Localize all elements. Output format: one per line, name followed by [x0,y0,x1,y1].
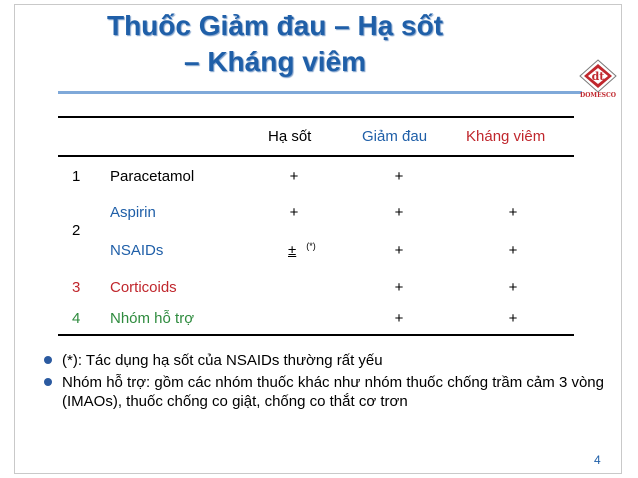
logo-mark-icon [574,56,622,96]
title-line-1: Thuốc Giảm đau – Hạ sốt [106,10,444,41]
table-bottom-rule [58,334,574,336]
row-3-number: 3 [72,279,81,296]
slide-title [60,8,490,80]
row-2-giam-dau: + [394,204,404,221]
row-3-khang-viem: + [508,279,518,296]
row-4-number: 4 [72,310,81,327]
title-underline [58,91,582,94]
row-3-name: Corticoids [110,279,177,296]
row-nsaids-khang-viem: + [508,242,518,259]
row-3-giam-dau: + [394,279,404,296]
row-1-name: Paracetamol [110,168,195,185]
row-4-khang-viem: + [508,310,518,327]
table-header-rule [58,155,574,157]
domesco-logo-icon [574,56,622,102]
logo-text: DOMESCO [580,92,616,99]
header-khang-viem: Kháng viêm [466,128,546,145]
row-1-giam-dau: + [394,168,404,185]
table-top-rule [58,116,574,118]
note-text: (*): Tác dụng hạ sốt của NSAIDs thường rất yếu [62,352,383,369]
page-number: 4 [594,453,601,467]
notes-list [44,351,604,414]
row-4-name: Nhóm hỗ trợ [110,310,195,327]
note-item [44,373,604,411]
bullet-dot-icon [44,378,52,386]
header-giam-dau: Giảm đau [362,128,428,145]
row-nsaids-name: NSAIDs [110,242,164,259]
row-1-ha-sot: + [289,168,299,185]
svg-text:dt: dt [591,70,605,83]
row-2-name: Aspirin [110,204,156,221]
row-nsaids-footnote-mark: (*) [306,241,316,251]
bullet-dot-icon [44,356,52,364]
note-text: Nhóm hỗ trợ: gồm các nhóm thuốc khác như nhóm thuốc chống trầm cảm 3 vòng (IMAOs), thuốc chống co giật, chống co thắt cơ trơn [62,374,604,410]
title-line-2: – Kháng viêm [183,46,367,77]
row-2-khang-viem: + [508,204,518,221]
header-ha-sot: Hạ sốt [268,128,312,145]
row-nsaids-ha-sot-value: ± [288,242,297,259]
row-nsaids-ha-sot [288,242,316,261]
row-nsaids-giam-dau: + [394,242,404,259]
row-2-number: 2 [72,222,81,239]
row-4-giam-dau: + [394,310,404,327]
note-item [44,351,604,370]
row-2-ha-sot: + [289,204,299,221]
row-1-number: 1 [72,168,81,185]
